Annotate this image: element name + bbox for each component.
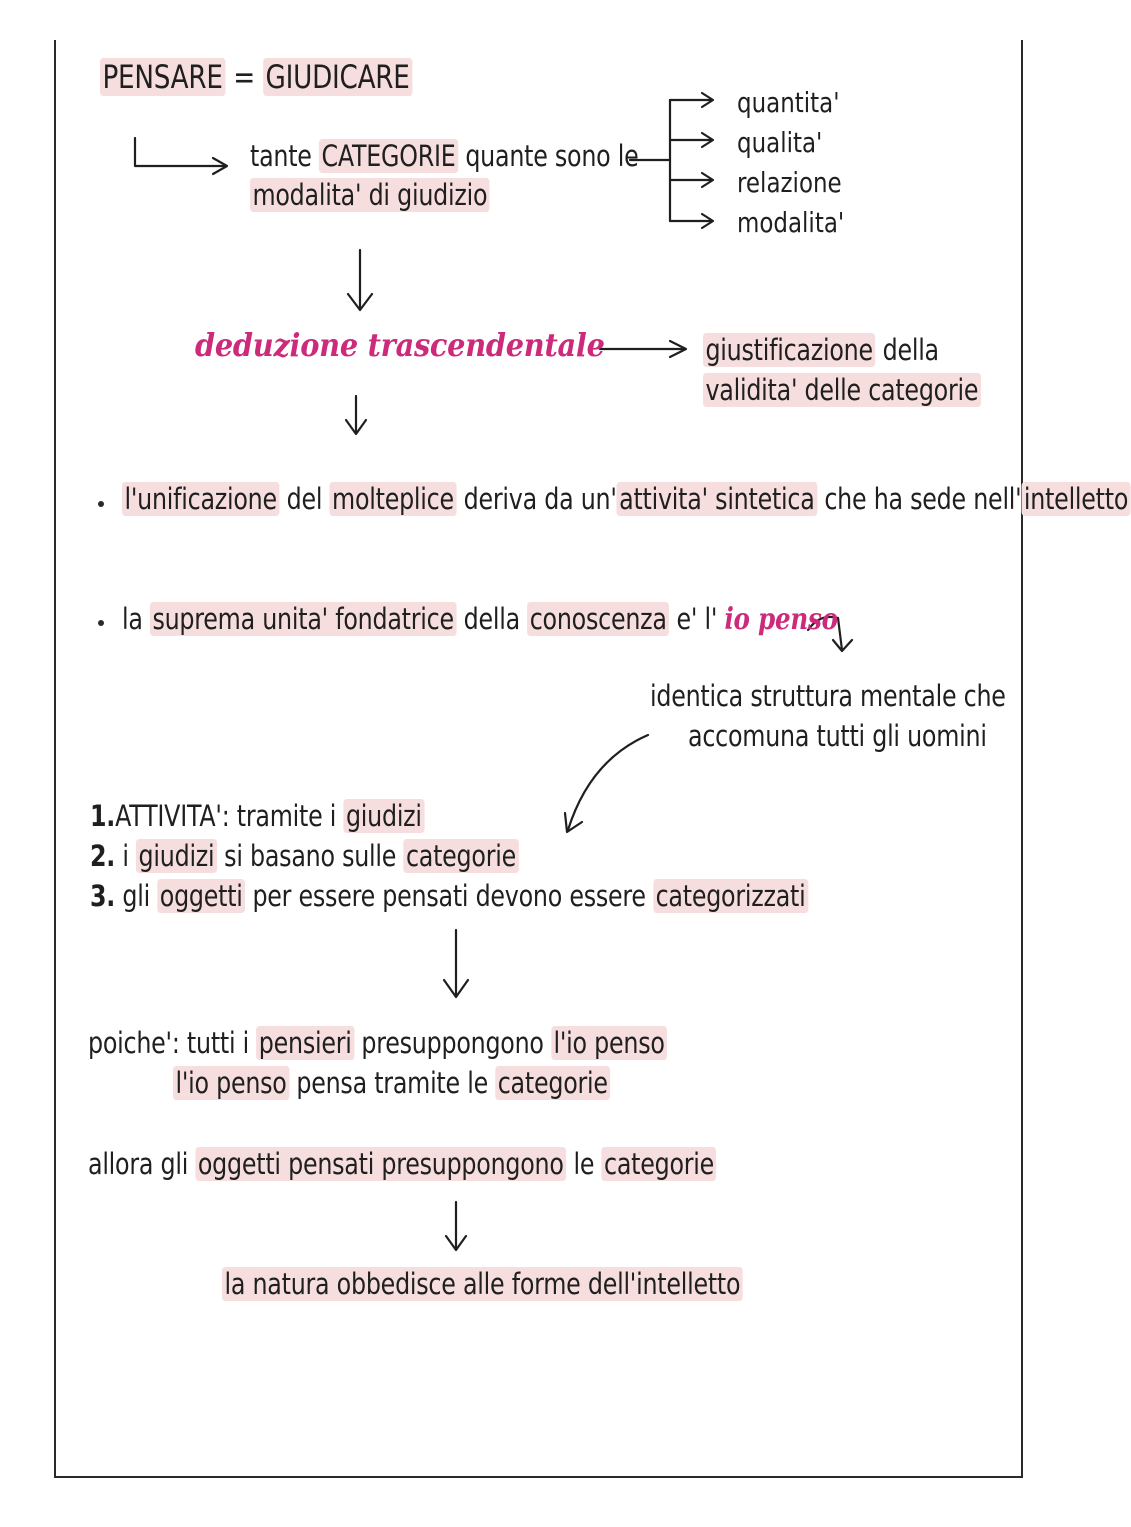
step-3-oggetti: oggetti: [157, 879, 245, 913]
b1-sede: che ha sede nell': [824, 482, 1022, 516]
page-frame: [54, 40, 1023, 1478]
b2-la: la: [122, 602, 143, 636]
step-number: 3.: [90, 879, 116, 913]
deduzione-title: deduzione trascendentale: [195, 326, 605, 364]
io-penso-note-line2: accomuna tutti gli uomini: [688, 719, 987, 753]
heading-right: GIUDICARE: [263, 58, 412, 96]
b2-suprema-unita: suprema unita' fondatrice: [150, 602, 456, 636]
step-3-per-essere: per essere pensati devono essere: [252, 879, 646, 913]
b2-io-penso: io penso: [724, 602, 838, 637]
step-1: [90, 797, 424, 835]
deduzione-result-line1: [703, 331, 939, 369]
poiche-pensa: pensa tramite le: [296, 1066, 488, 1100]
b1-molteplice: molteplice: [330, 482, 457, 516]
poiche-tutti: tutti i: [186, 1026, 250, 1060]
validita-text: validita' delle categorie: [703, 373, 981, 407]
heading: [100, 58, 412, 96]
b1-del: del: [286, 482, 323, 516]
step-2: [90, 837, 518, 875]
b1-attivita-sintetica: attivita' sintetica: [617, 482, 817, 516]
step-2-i: i: [122, 839, 129, 873]
poiche-categorie: categorie: [495, 1066, 610, 1100]
bullet-1: [122, 480, 1131, 518]
step-3: [90, 877, 808, 915]
b2-e: e' l': [676, 602, 718, 636]
poiche-label: poiche':: [88, 1026, 180, 1060]
categorie-note-tante: tante: [250, 139, 312, 173]
step-2-basano: si basano sulle: [224, 839, 397, 873]
step-1-giudizi: giudizi: [343, 799, 424, 833]
category-item: modalita': [737, 206, 845, 239]
step-3-gli: gli: [122, 879, 150, 913]
allora-oggetti: oggetti pensati presuppongono: [195, 1147, 566, 1181]
b1-deriva: deriva da un': [463, 482, 617, 516]
poiche-line1: [88, 1024, 667, 1062]
step-1-tramite: tramite i: [236, 799, 337, 833]
bullet-dot: [98, 501, 104, 507]
allora-line: [88, 1145, 717, 1183]
step-number: 2.: [90, 839, 116, 873]
step-number: 1.: [90, 799, 116, 833]
poiche-presuppongono: presuppongono: [361, 1026, 544, 1060]
deduzione-result-line2: [703, 371, 981, 409]
categorie-note-categorie: CATEGORIE: [319, 139, 458, 173]
step-1-attivita: ATTIVITA':: [115, 799, 230, 833]
poiche-pensieri: pensieri: [256, 1026, 354, 1060]
bullet-dot: [98, 620, 104, 626]
categorie-note-quante: quante sono le: [465, 139, 639, 173]
step-2-categorie: categorie: [403, 839, 518, 873]
bullet-2: [122, 600, 838, 639]
conclusion-text: la natura obbedisce alle forme dell'intelletto: [222, 1267, 743, 1301]
poiche-io-penso: l'io penso: [551, 1026, 667, 1060]
della-text: della: [882, 333, 939, 367]
allora-categorie: categorie: [602, 1147, 717, 1181]
conclusion: [222, 1265, 743, 1303]
poiche-line2: [173, 1064, 610, 1102]
allora-le: le: [573, 1147, 595, 1181]
io-penso-note-line1: identica struttura mentale che: [650, 679, 1006, 713]
poiche-io-penso-2: l'io penso: [173, 1066, 289, 1100]
categorie-note-line1: [250, 137, 639, 175]
step-3-categorizzati: categorizzati: [653, 879, 808, 913]
giustificazione-text: giustificazione: [703, 333, 875, 367]
step-2-giudizi: giudizi: [136, 839, 217, 873]
allora-gli: allora gli: [88, 1147, 189, 1181]
categorie-note-modalita: modalita' di giudizio: [250, 178, 490, 212]
category-item: qualita': [737, 126, 823, 159]
heading-equals: =: [233, 58, 255, 96]
heading-left: PENSARE: [100, 58, 225, 96]
b1-unificazione: l'unificazione: [122, 482, 279, 516]
category-item: quantita': [737, 86, 840, 119]
categories-list: [737, 83, 844, 243]
category-item: relazione: [737, 166, 842, 199]
b2-della: della: [463, 602, 520, 636]
b1-intelletto: intelletto: [1021, 482, 1130, 516]
b2-conoscenza: conoscenza: [527, 602, 669, 636]
categorie-note-line2: [250, 176, 490, 214]
